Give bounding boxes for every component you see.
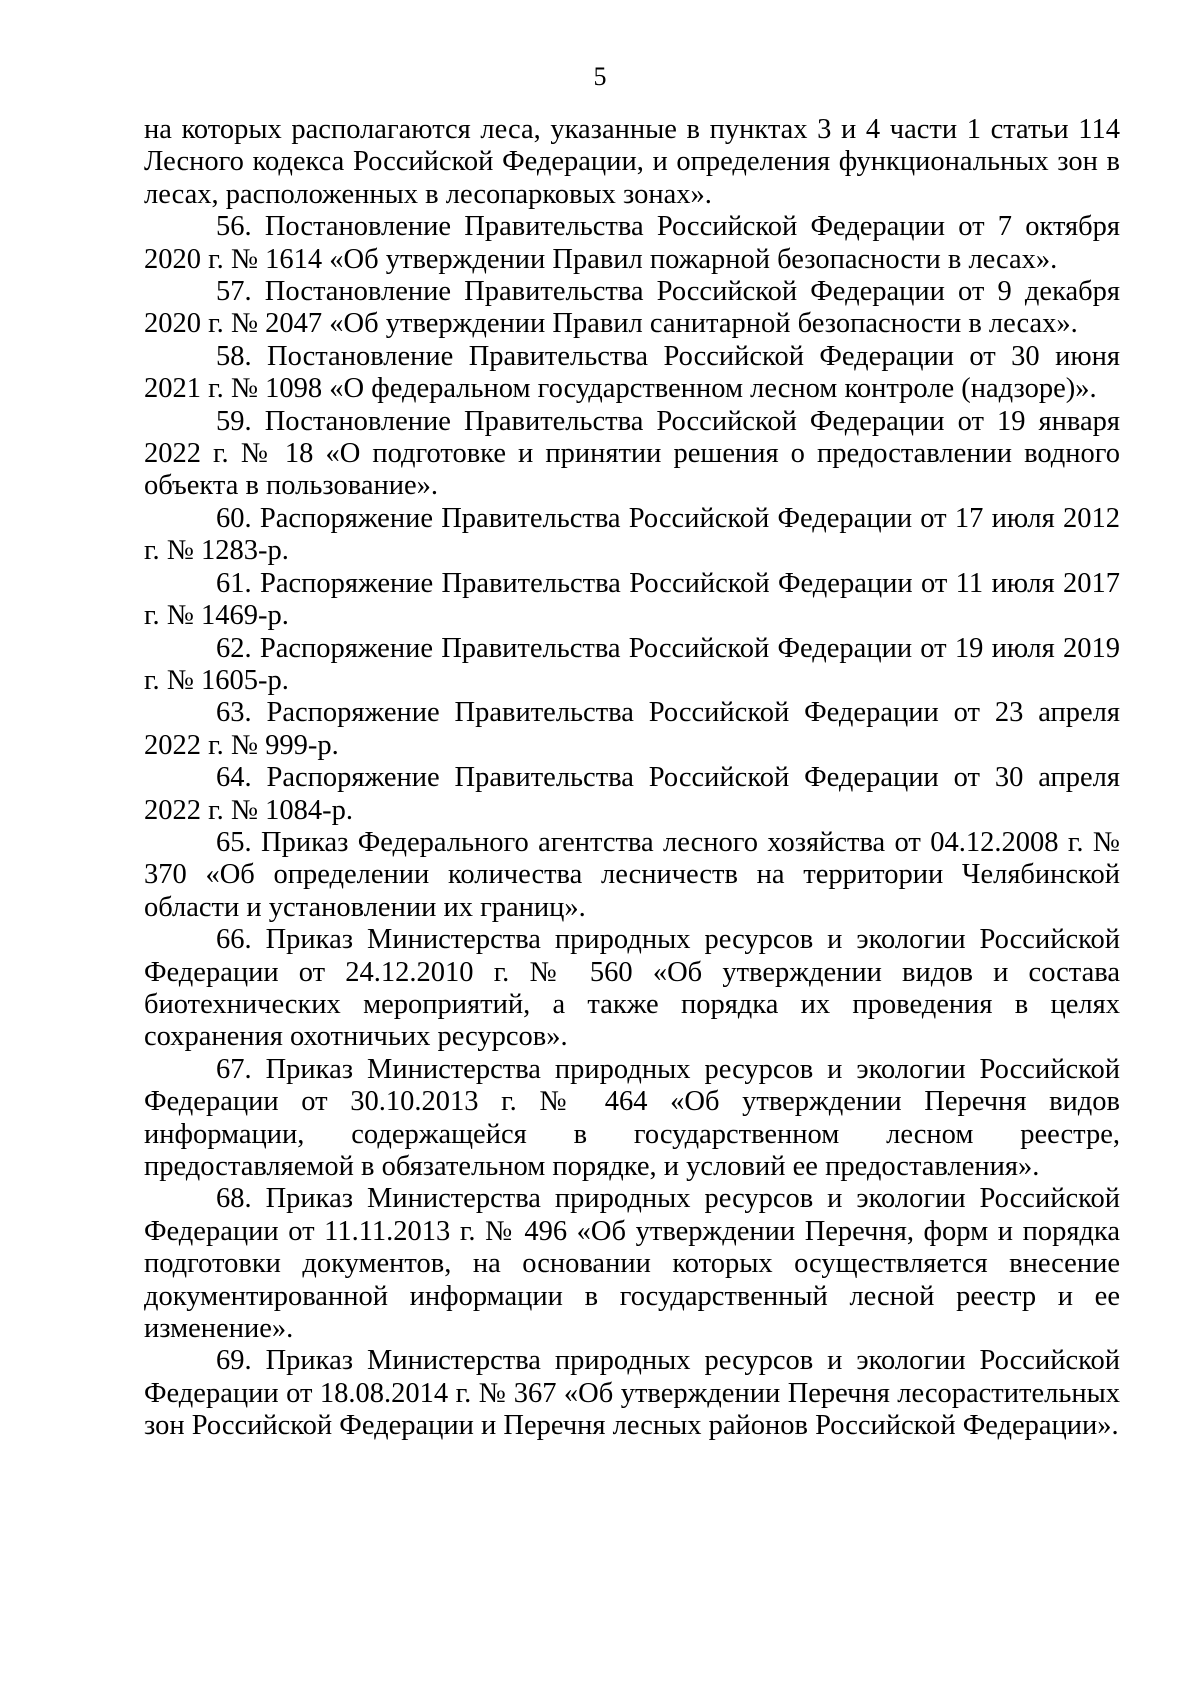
list-item-61: 61. Распоряжение Правительства Российской Федерации от 11 июля 2017 г. № 1469-р.: [144, 567, 1120, 632]
paragraph-continuation: на которых располагаются леса, указанные в пунктах 3 и 4 части 1 статьи 114 Лесного кодекса Российской Федерации, и определения функциональных зон в лесах, расположенных в лесопарковых зонах».: [144, 114, 1120, 210]
list-item-64: 64. Распоряжение Правительства Российской Федерации от 30 апреля 2022 г. № 1084-р.: [144, 762, 1120, 826]
list-item-62: 62. Распоряжение Правительства Российской Федерации от 19 июля 2019 г. № 1605-р.: [144, 632, 1120, 696]
list-item-68: 68. Приказ Министерства природных ресурсов и экологии Российской Федерации от 11.11.2013 г. № 496 «Об утверждении Перечня, форм и порядка подготовки документов, на основании которых осуществляется внесение документированной информации в государственный лесной реестр и ее изменение».: [144, 1183, 1120, 1345]
list-item-56: 56. Постановление Правительства Российской Федерации от 7 октября 2020 г. № 1614 «Об утверждении Правил пожарной безопасности в лесах».: [144, 211, 1120, 275]
list-item-59: 59. Постановление Правительства Российской Федерации от 19 января 2022 г. № 18 «О подготовке и принятии решения о предоставлении водного объекта в пользование».: [144, 405, 1120, 502]
list-item-60: 60. Распоряжение Правительства Российской Федерации от 17 июля 2012 г. № 1283-р.: [144, 502, 1120, 567]
list-item-58: 58. Постановление Правительства Российской Федерации от 30 июня 2021 г. № 1098 «О федеральном государственном лесном контроле (надзоре)».: [144, 340, 1120, 405]
page-number: 5: [593, 62, 607, 91]
list-item-69: 69. Приказ Министерства природных ресурсов и экологии Российской Федерации от 18.08.2014 г. № 367 «Об утверждении Перечня лесорастительных зон Российской Федерации и Перечня лесных районов Российской Федерации».: [144, 1345, 1120, 1442]
document-body: [144, 114, 1120, 1443]
list-item-57: 57. Постановление Правительства Российской Федерации от 9 декабря 2020 г. № 2047 «Об утверждении Правил санитарной безопасности в лесах».: [144, 276, 1120, 340]
list-item-63: 63. Распоряжение Правительства Российской Федерации от 23 апреля 2022 г. № 999-р.: [144, 697, 1120, 761]
list-item-67: 67. Приказ Министерства природных ресурсов и экологии Российской Федерации от 30.10.2013 г. № 464 «Об утверждении Перечня видов информации, содержащейся в государственном лесном реестре, предоставляемой в обязательном порядке, и условий ее предоставления».: [144, 1053, 1120, 1182]
list-item-65: 65. Приказ Федерального агентства лесного хозяйства от 04.12.2008 г. № 370 «Об определении количества лесничеств на территории Челябинской области и установлении их границ».: [144, 826, 1120, 923]
list-item-66: 66. Приказ Министерства природных ресурсов и экологии Российской Федерации от 24.12.2010 г. № 560 «Об утверждении видов и состава биотехнических мероприятий, а также порядка их проведения в целях сохранения охотничьих ресурсов».: [144, 924, 1120, 1053]
